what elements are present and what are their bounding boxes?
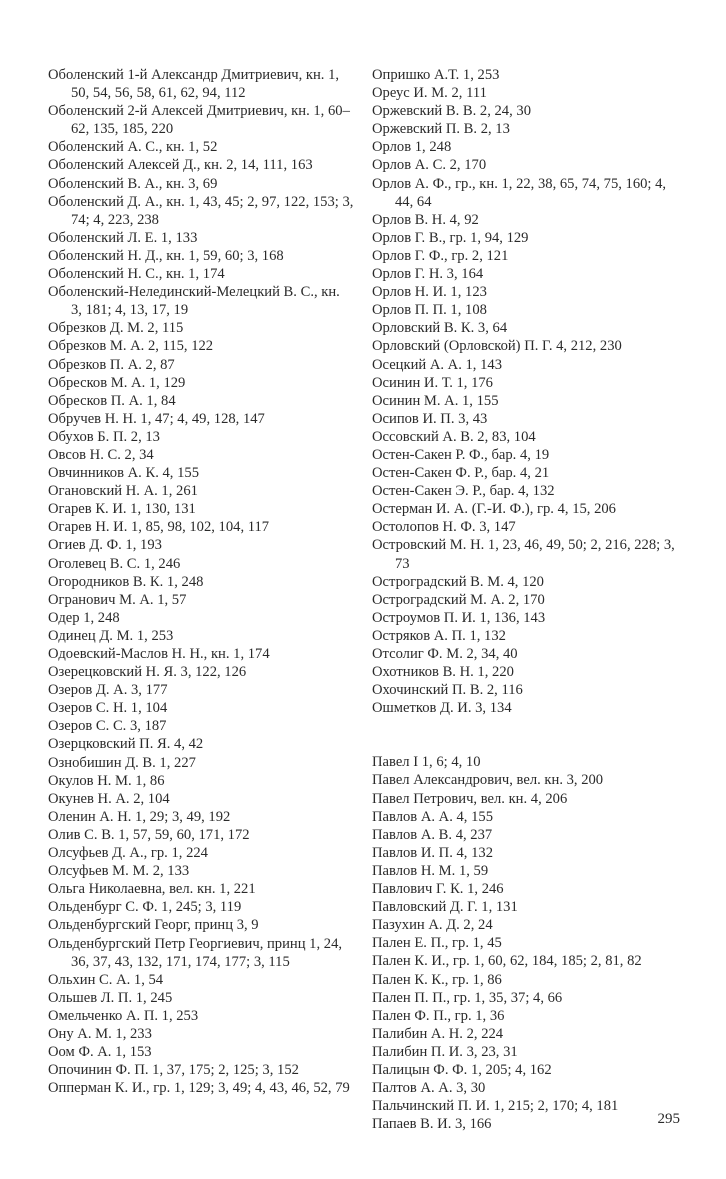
index-entry: Орлов В. Н. 4, 92 — [372, 211, 479, 228]
index-entry: Оболенский В. А., кн. 3, 69 — [48, 175, 218, 192]
index-entry: Орлов Г. Ф., гр. 2, 121 — [372, 247, 509, 264]
index-entry: Озеров Д. А. 3, 177 — [48, 682, 168, 699]
index-entry: Опочинин Ф. П. 1, 37, 175; 2, 125; 3, 152 — [48, 1062, 299, 1079]
index-entry: Павлович Г. К. 1, 246 — [372, 881, 504, 898]
index-entry: Осецкий А. А. 1, 143 — [372, 356, 502, 373]
index-entry: Пальчинский П. И. 1, 215; 2, 170; 4, 181 — [372, 1098, 619, 1115]
index-entry: Палицын Ф. Ф. 1, 205; 4, 162 — [372, 1061, 552, 1078]
index-entry: Ону А. М. 1, 233 — [48, 1025, 152, 1042]
index-entry: Одоевский-Маслов Н. Н., кн. 1, 174 — [48, 646, 270, 662]
index-entry: Озерецковский Н. Я. 3, 122, 126 — [48, 664, 247, 681]
index-entry: Ознобишин Д. В. 1, 227 — [48, 754, 196, 771]
index-entry: Ольденбург С. Ф. 1, 245; 3, 119 — [48, 899, 242, 916]
index-entry: Остерман И. А. (Г.-И. Ф.), гр. 4, 15, 206 — [372, 501, 616, 518]
index-entry: Ольденбургский Петр Георгиевич, принц 1, 24, 36, 37, 43, 132, 171, 174, 177; 3, 115 — [48, 935, 343, 970]
index-entry: Палтов А. А. 3, 30 — [372, 1080, 486, 1097]
page-number: 295 — [657, 1111, 680, 1127]
index-entry: Орловский (Орловской) П. Г. 4, 212, 230 — [372, 338, 622, 355]
index-entry: Оом Ф. А. 1, 153 — [48, 1044, 152, 1061]
index-entry: Остен-Сакен Р. Ф., бар. 4, 19 — [372, 446, 550, 463]
index-entry: Орлов П. П. 1, 108 — [372, 302, 487, 319]
index-entry: Орлов Н. И. 1, 123 — [372, 284, 487, 301]
index-entry: Окунев Н. А. 2, 104 — [48, 790, 170, 807]
index-entry: Отсолиг Ф. М. 2, 34, 40 — [372, 646, 518, 662]
index-section-p — [372, 753, 678, 1133]
index-entry: Оржевский П. В. 2, 13 — [372, 121, 510, 138]
index-entry: Оболенский-Нелединский-Мелецкий В. С., кн. 3, 181; 4, 13, 17, 19 — [48, 284, 340, 319]
index-entry: Огарев Н. И. 1, 85, 98, 102, 104, 117 — [48, 519, 270, 536]
index-entry: Остолопов Н. Ф. 3, 147 — [372, 519, 516, 536]
index-entry: Павел Петрович, вел. кн. 4, 206 — [372, 790, 568, 807]
index-entry: Овчинников А. К. 4, 155 — [48, 465, 199, 482]
index-entry: Оболенский А. С., кн. 1, 52 — [48, 139, 218, 156]
index-entry: Оболенский 2-й Алексей Дмитриевич, кн. 1, 60–62, 135, 185, 220 — [48, 103, 350, 138]
index-entry: Оболенский 1-й Александр Дмитриевич, кн. 1, 50, 54, 56, 58, 61, 62, 94, 112 — [48, 67, 340, 102]
index-section-o — [372, 66, 678, 717]
index-entry: Окулов Н. М. 1, 86 — [48, 772, 165, 789]
index-entry: Ореус И. М. 2, 111 — [372, 85, 487, 102]
index-entry: Павел I 1, 6; 4, 10 — [372, 754, 481, 771]
index-entry: Омельченко А. П. 1, 253 — [48, 1007, 199, 1024]
index-entry: Оголевец В. С. 1, 246 — [48, 555, 181, 572]
index-entry: Пален К. И., гр. 1, 60, 62, 184, 185; 2, 81, 82 — [372, 953, 642, 970]
index-entry: Ольденбургский Георг, принц 3, 9 — [48, 917, 259, 934]
index-entry: Обрезков М. А. 2, 115, 122 — [48, 338, 214, 355]
index-entry: Орловский В. К. 3, 64 — [372, 320, 508, 337]
index-entry: Огарев К. И. 1, 130, 131 — [48, 501, 196, 518]
index-entry: Павловский Д. Г. 1, 131 — [372, 899, 518, 916]
index-entry: Осинин М. А. 1, 155 — [372, 392, 499, 409]
index-entry: Опришко А.Т. 1, 253 — [372, 67, 500, 83]
index-entry: Пален К. К., гр. 1, 86 — [372, 971, 502, 988]
index-entry: Одинец Д. М. 1, 253 — [48, 627, 174, 644]
index-entry: Оленин А. Н. 1, 29; 3, 49, 192 — [48, 808, 231, 825]
index-entry: Оржевский В. В. 2, 24, 30 — [372, 103, 531, 120]
index-entry: Обресков П. А. 1, 84 — [48, 392, 176, 409]
index-entry: Павел Александрович, вел. кн. 3, 200 — [372, 772, 604, 789]
index-entry: Оболенский Н. С., кн. 1, 174 — [48, 266, 225, 283]
index-entry: Пален Е. П., гр. 1, 45 — [372, 935, 502, 952]
index-entry: Орлов Г. В., гр. 1, 94, 129 — [372, 229, 529, 246]
index-entry: Олсуфьев М. М. 2, 133 — [48, 863, 190, 880]
index-entry: Огановский Н. А. 1, 261 — [48, 483, 198, 500]
index-entry: Остен-Сакен Э. Р., бар. 4, 132 — [372, 483, 555, 500]
index-entry: Ольга Николаевна, вел. кн. 1, 221 — [48, 881, 256, 898]
index-entry: Остроградский В. М. 4, 120 — [372, 573, 544, 590]
index-entry: Оболенский Н. Д., кн. 1, 59, 60; 3, 168 — [48, 247, 284, 264]
index-entry: Огиев Д. Ф. 1, 193 — [48, 537, 162, 554]
index-entry: Пазухин А. Д. 2, 24 — [372, 917, 493, 934]
index-entry: Остряков А. П. 1, 132 — [372, 627, 506, 644]
index-entry: Озеров С. С. 3, 187 — [48, 718, 167, 735]
index-entry: Оболенский Д. А., кн. 1, 43, 45; 2, 97, 122, 153; 3, 74; 4, 223, 238 — [48, 193, 354, 228]
index-entry: Озеров С. Н. 1, 104 — [48, 700, 168, 717]
index-entry: Пален Ф. П., гр. 1, 36 — [372, 1007, 505, 1024]
index-entry: Ошметков Д. И. 3, 134 — [372, 700, 512, 717]
index-entry: Оболенский Л. Е. 1, 133 — [48, 229, 198, 246]
index-column-right — [372, 66, 678, 1133]
index-entry: Остен-Сакен Ф. Р., бар. 4, 21 — [372, 465, 550, 482]
index-entry: Обручев Н. Н. 1, 47; 4, 49, 128, 147 — [48, 410, 265, 427]
index-entry: Охочинский П. В. 2, 116 — [372, 682, 523, 699]
index-entry: Палибин А. Н. 2, 224 — [372, 1025, 504, 1042]
index-entry: Оболенский Алексей Д., кн. 2, 14, 111, 163 — [48, 157, 313, 174]
index-entry: Остроградский М. А. 2, 170 — [372, 591, 545, 608]
index-entry: Павлов А. В. 4, 237 — [372, 826, 493, 843]
index-entry: Озерцковский П. Я. 4, 42 — [48, 736, 204, 753]
index-entry: Орлов 1, 248 — [372, 139, 452, 156]
index-entry: Олив С. В. 1, 57, 59, 60, 171, 172 — [48, 826, 250, 843]
index-entry: Огранович М. А. 1, 57 — [48, 591, 187, 608]
index-entry: Осинин И. Т. 1, 176 — [372, 374, 493, 391]
index-entry: Ольхин С. А. 1, 54 — [48, 971, 164, 988]
index-entry: Папаев В. И. 3, 166 — [372, 1116, 492, 1133]
index-entry: Павлов И. П. 4, 132 — [372, 844, 493, 861]
index-entry: Пален П. П., гр. 1, 35, 37; 4, 66 — [372, 989, 563, 1006]
index-entry: Орлов А. С. 2, 170 — [372, 157, 487, 174]
index-entry: Обресков М. А. 1, 129 — [48, 374, 186, 391]
index-entry: Огородников В. К. 1, 248 — [48, 573, 204, 590]
index-entry: Павлов Н. М. 1, 59 — [372, 862, 489, 879]
index-entry: Орлов Г. Н. 3, 164 — [372, 266, 484, 283]
index-entry: Олсуфьев Д. А., гр. 1, 224 — [48, 845, 208, 862]
index-entry: Оссовский А. В. 2, 83, 104 — [372, 428, 536, 445]
index-entry: Овсов Н. С. 2, 34 — [48, 446, 154, 463]
index-entry: Опперман К. И., гр. 1, 129; 3, 49; 4, 43, 46, 52, 79 — [48, 1080, 350, 1097]
index-column-left — [48, 66, 354, 1097]
index-entry: Одер 1, 248 — [48, 609, 120, 626]
index-entry: Орлов А. Ф., гр., кн. 1, 22, 38, 65, 74, 75, 160; 4, 44, 64 — [372, 175, 667, 210]
index-entry: Островский М. Н. 1, 23, 46, 49, 50; 2, 216, 228; 3, 73 — [372, 537, 675, 572]
index-entry: Обрезков Д. М. 2, 115 — [48, 320, 184, 337]
section-gap — [372, 717, 678, 753]
index-entry: Обухов Б. П. 2, 13 — [48, 428, 160, 445]
index-entry: Осипов И. П. 3, 43 — [372, 410, 488, 427]
index-entry: Остроумов П. И. 1, 136, 143 — [372, 609, 546, 626]
index-entry: Охотников В. Н. 1, 220 — [372, 664, 514, 681]
index-entry: Павлов А. А. 4, 155 — [372, 808, 493, 825]
index-entry: Обрезков П. А. 2, 87 — [48, 356, 175, 373]
index-entry: Ольшев Л. П. 1, 245 — [48, 989, 173, 1006]
index-entry: Палибин П. И. 3, 23, 31 — [372, 1043, 518, 1060]
